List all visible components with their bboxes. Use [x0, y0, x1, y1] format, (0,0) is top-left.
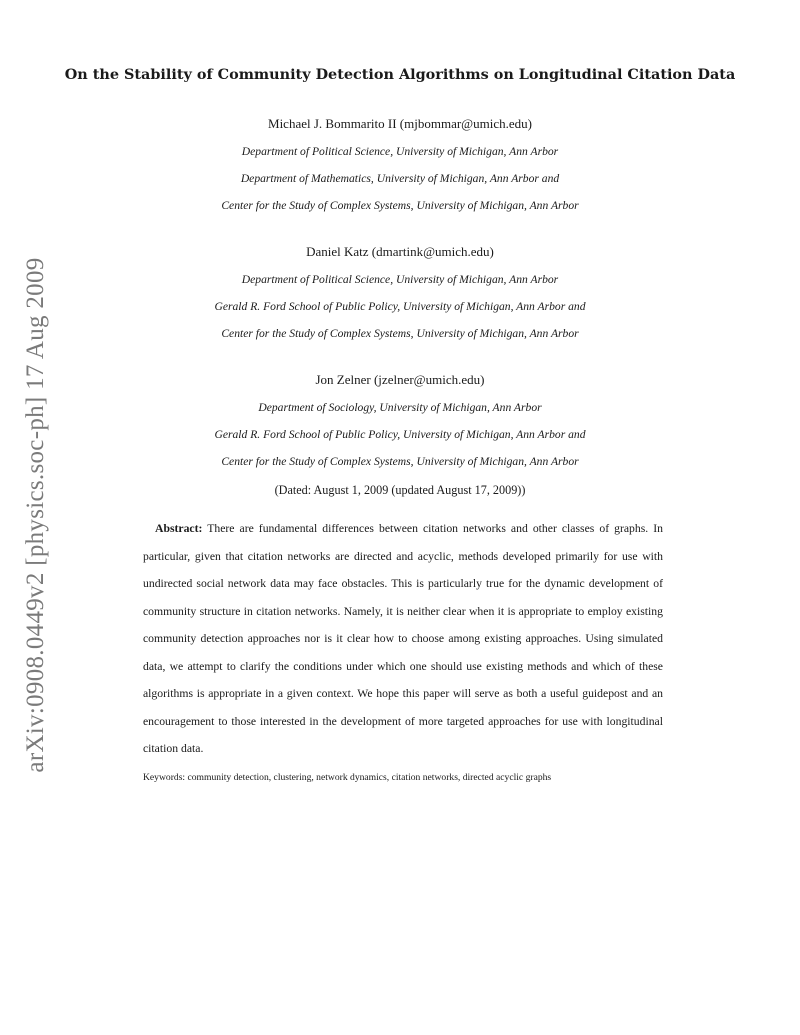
author-1-affiliation-2: Department of Mathematics, University of Michigan, Ann Arbor and — [240, 172, 560, 185]
keywords-line: Keywords: community detection, clustering, network dynamics, citation networks, directed acyclic graphs — [143, 772, 552, 783]
author-2-affiliation-1: Department of Political Science, University of Michigan, Ann Arbor — [241, 273, 559, 286]
paper-title: On the Stability of Community Detection Algorithms on Longitudinal Citation Data — [64, 66, 736, 83]
author-2-name: Daniel Katz (dmartink@umich.edu) — [306, 244, 494, 259]
author-1-affiliation-1: Department of Political Science, University of Michigan, Ann Arbor — [241, 145, 559, 158]
author-2-affiliation-3: Center for the Study of Complex Systems, University of Michigan, Ann Arbor — [221, 327, 579, 340]
author-1-affiliation-3: Center for the Study of Complex Systems, University of Michigan, Ann Arbor — [221, 199, 579, 212]
arxiv-identifier-stamp: arXiv:0908.0449v2 [physics.soc-ph] 17 Aug 2009 — [22, 257, 49, 773]
author-1-name: Michael J. Bommarito II (mjbommar@umich.edu) — [268, 116, 532, 131]
author-3-affiliation-2: Gerald R. Ford School of Public Policy, University of Michigan, Ann Arbor and — [214, 428, 586, 441]
abstract-label: Abstract: — [155, 522, 203, 535]
dated-line: (Dated: August 1, 2009 (updated August 17, 2009)) — [274, 483, 526, 497]
abstract-paragraph — [143, 515, 663, 763]
author-3-affiliation-3: Center for the Study of Complex Systems, University of Michigan, Ann Arbor — [221, 455, 579, 468]
abstract-text: There are fundamental differences between citation networks and other classes of graphs. In particular, given that citation networks are directed and acyclic, methods developed primarily for use with undirected social network data may face obstacles. This is particularly true for the dynamic development of community structure in citation networks. Namely, it is neither clear when it is appropriate to employ existing community detection approaches nor is it clear how to choose among existing approaches. Using simulated data, we attempt to clarify the conditions under which one should use existing methods and which of these algorithms is appropriate in a given context. We hope this paper will serve as both a useful guidepost and an encouragement to those interested in the development of more targeted approaches for use with longitudinal citation data. — [143, 522, 663, 755]
author-2-affiliation-2: Gerald R. Ford School of Public Policy, University of Michigan, Ann Arbor and — [214, 300, 586, 313]
author-3-affiliation-1: Department of Sociology, University of Michigan, Ann Arbor — [258, 401, 542, 414]
author-3-name: Jon Zelner (jzelner@umich.edu) — [315, 372, 485, 387]
